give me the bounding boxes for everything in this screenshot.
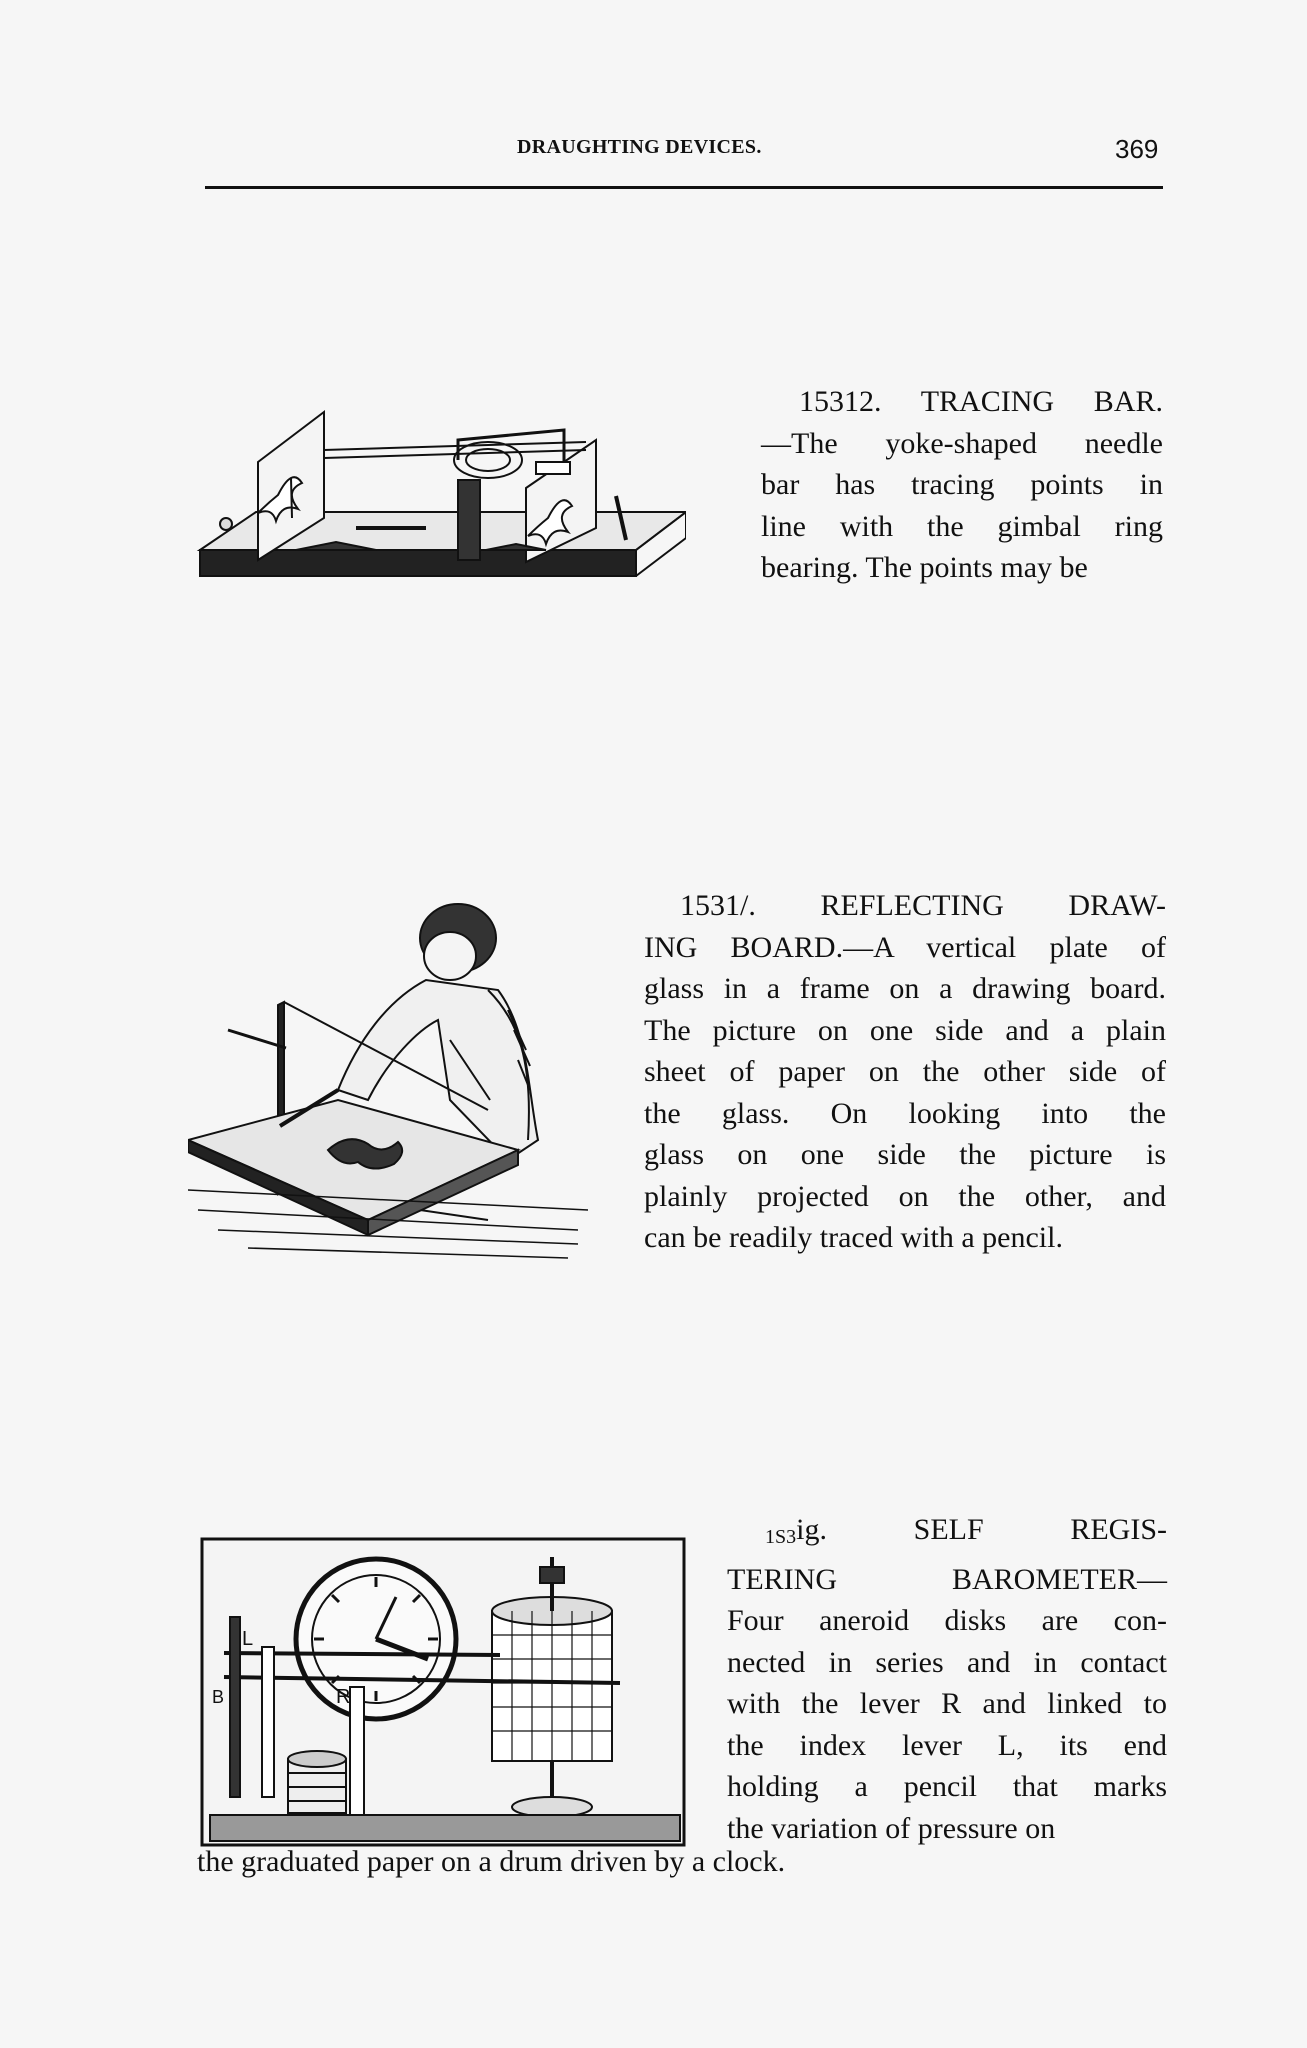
text-line: the graduated paper on a drum driven by a clock. xyxy=(197,1845,786,1878)
text-line: The picture on one side and a plain xyxy=(644,1013,1166,1047)
entry-tracing-bar xyxy=(761,381,1163,589)
text-line: TERING BAROMETER— xyxy=(727,1562,1167,1596)
label-r: R xyxy=(336,1686,351,1708)
text-line: the variation of pressure on xyxy=(727,1811,1056,1845)
title-word-2: REGIS- xyxy=(1070,1513,1168,1546)
text-line-heading xyxy=(727,1509,1167,1559)
label-l: L xyxy=(242,1628,254,1650)
text-line: bearing. The points may be xyxy=(761,551,1088,584)
tracing-bar-illustration xyxy=(196,400,686,580)
text-line: —The yoke-shaped needle xyxy=(761,426,1163,460)
running-title: DRAUGHTING DEVICES. xyxy=(517,136,762,158)
entry-reflecting-board xyxy=(644,885,1166,1259)
header-rule xyxy=(205,186,1163,189)
text-line: 1531/. REFLECTING DRAW- xyxy=(680,889,1166,922)
text-line: Four aneroid disks are con- xyxy=(727,1604,1167,1637)
text-line: the index lever L, its end xyxy=(727,1728,1167,1762)
text-line: ING BOARD.—A vertical plate of xyxy=(644,930,1166,964)
entry-barometer-closing xyxy=(197,1841,1097,1883)
page-number: 369 xyxy=(1115,134,1159,164)
text-line: line with the gimbal ring xyxy=(761,509,1163,543)
title-word: SELF xyxy=(913,1513,984,1546)
text-line: bar has tracing points in xyxy=(761,468,1163,501)
reflecting-board-illustration xyxy=(188,890,598,1270)
text-line: 15312. TRACING BAR. xyxy=(799,385,1163,418)
entry-number-prefix: 1S3 xyxy=(765,1526,797,1548)
text-line: glass on one side the picture is xyxy=(644,1138,1166,1171)
entry-number-suffix: ig. xyxy=(796,1513,827,1546)
text-line: plainly projected on the other, and xyxy=(644,1179,1166,1213)
text-line: can be readily traced with a pencil. xyxy=(644,1221,1063,1254)
entry-barometer xyxy=(727,1509,1167,1849)
barometer-illustration xyxy=(200,1537,686,1847)
text-line: nected in series and in contact xyxy=(727,1645,1167,1679)
text-line: sheet of paper on the other side of xyxy=(644,1055,1166,1088)
text-line: holding a pencil that marks xyxy=(727,1770,1167,1803)
text-line: glass in a frame on a drawing board. xyxy=(644,972,1166,1005)
text-line: with the lever R and linked to xyxy=(727,1687,1167,1720)
text-line: the glass. On looking into the xyxy=(644,1096,1166,1130)
label-b: B xyxy=(212,1687,225,1707)
